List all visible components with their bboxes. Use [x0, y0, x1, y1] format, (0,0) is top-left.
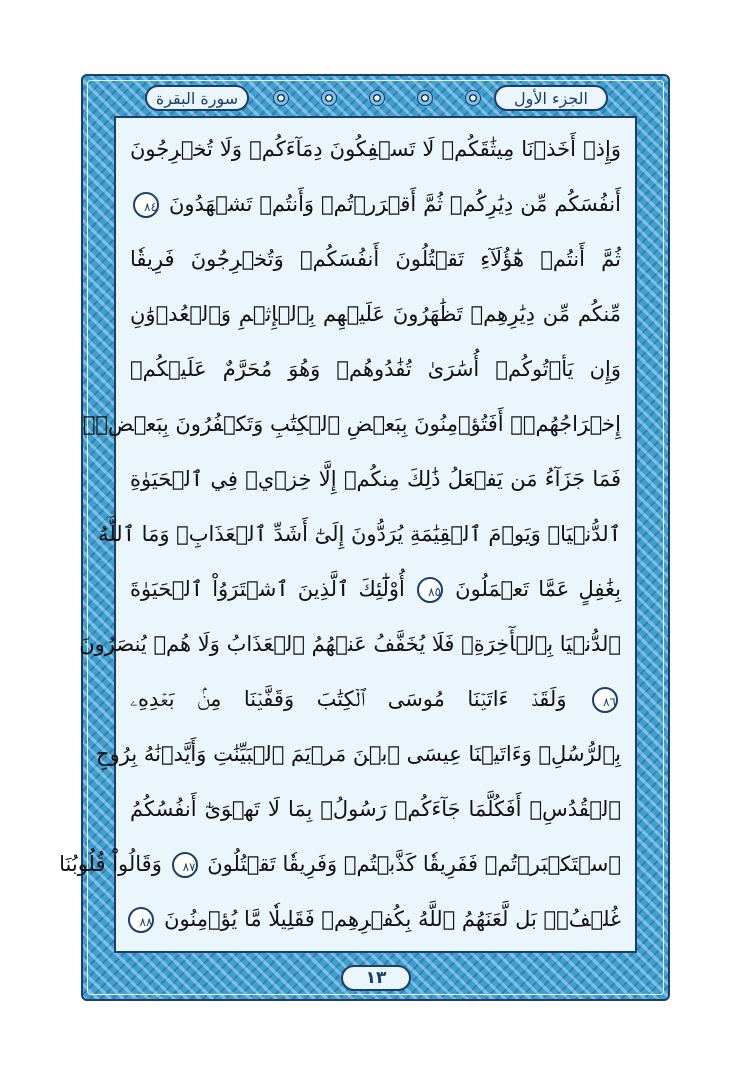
ayah-number-marker: ٨٦	[592, 687, 618, 713]
verse-text: إِخۡرَاجُهُمۡۚ أَفَتُؤۡمِنُونَ بِبَعۡضِ ٱلۡكِتَٰبِ وَتَكۡفُرُونَ بِبَعۡضٖۚ	[82, 412, 621, 436]
verse-line-2	[130, 179, 621, 229]
verse-text: وَإِن يَأۡتُوكُمۡ أُسَٰرَىٰ تُفَٰدُوهُمۡ وَهُوَ مُحَرَّمٌ عَلَيۡكُمۡ	[130, 357, 621, 381]
verse-line-15	[130, 894, 621, 944]
verse-text: ٱلدُّنۡيَاۖ وَيَوۡمَ ٱلۡقِيَٰمَةِ يُرَدُّونَ إِلَىٰٓ أَشَدِّ ٱلۡعَذَابِۗ وَمَا ٱللَّهُ	[98, 522, 621, 546]
verse-line-1	[130, 124, 621, 174]
verse-text: وَقَالُواْ قُلُوبُنَا	[59, 852, 162, 876]
page-number-text: ١٣	[365, 968, 387, 988]
verse-text: ٱلدُّنۡيَا بِٱلۡأٓخِرَةِۖ فَلَا يُخَفَّفُ عَنۡهُمُ ٱلۡعَذَابُ وَلَا هُمۡ يُنصَرُونَ	[79, 632, 621, 656]
verse-text: وَإِذۡ أَخَذۡنَا مِيثَٰقَكُمۡ لَا تَسۡفِكُونَ دِمَآءَكُمۡ وَلَا تُخۡرِجُونَ	[130, 137, 621, 161]
juz-text: الجزء الأول	[513, 88, 588, 108]
verse-line-9	[130, 564, 621, 614]
flower-ornament-icon	[465, 90, 481, 106]
page-number-badge	[341, 965, 411, 991]
ayah-number-marker: ٨٧	[172, 852, 198, 878]
surah-name-label	[145, 85, 249, 111]
verse-line-11	[130, 674, 621, 724]
verse-text: وَلَقَدۡ ءَاتَيۡنَا مُوسَى ٱلۡكِتَٰبَ وَقَفَّيۡنَا مِنۢ بَعۡدِهِۦ	[130, 687, 567, 711]
verse-line-6	[82, 399, 621, 449]
header-ornament	[273, 86, 481, 110]
flower-ornament-icon	[321, 90, 337, 106]
verse-line-12	[96, 729, 621, 779]
verse-text: ٱسۡتَكۡبَرۡتُمۡ فَفَرِيقٗا كَذَّبۡتُمۡ وَفَرِيقٗا تَقۡتُلُونَ	[207, 852, 621, 876]
surah-name-text: سورة البقرة	[155, 88, 239, 108]
flower-ornament-icon	[369, 90, 385, 106]
verse-line-4	[130, 289, 621, 339]
verse-text: ثُمَّ أَنتُمۡ هَٰٓؤُلَآءِ تَقۡتُلُونَ أَنفُسَكُمۡ وَتُخۡرِجُونَ فَرِيقٗا	[130, 247, 621, 271]
flower-ornament-icon	[417, 90, 433, 106]
verse-line-7	[130, 454, 621, 504]
verse-text: بِٱلرُّسُلِۖ وَءَاتَيۡنَا عِيسَى ٱبۡنَ مَرۡيَمَ ٱلۡبَيِّنَٰتِ وَأَيَّدۡنَٰهُ بِرُوحِ	[96, 742, 621, 766]
verse-line-10	[79, 619, 621, 669]
ornamental-frame	[59, 74, 670, 1001]
verse-text: أَنفُسَكُم مِّن دِيَٰرِكُمۡ ثُمَّ أَقۡرَرۡتُمۡ وَأَنتُمۡ تَشۡهَدُونَ	[168, 192, 621, 216]
flower-ornament-icon	[273, 90, 289, 106]
verse-text: مِّنكُم مِّن دِيَٰرِهِمۡ تَظَٰهَرُونَ عَلَيۡهِم بِٱلۡإِثۡمِ وَٱلۡعُدۡوَٰنِ	[130, 302, 621, 326]
juz-label	[494, 85, 608, 111]
verse-text: ٱلۡقُدُسِۗ أَفَكُلَّمَا جَآءَكُمۡ رَسُولُۢ بِمَا لَا تَهۡوَىٰٓ أَنفُسُكُمُ	[130, 797, 621, 821]
verse-line-8	[98, 509, 621, 559]
quran-text-panel	[59, 116, 637, 953]
verse-text: أُوْلَٰٓئِكَ ٱلَّذِينَ ٱشۡتَرَوُاْ ٱلۡحَيَوٰةَ	[130, 577, 405, 601]
ayah-number-marker: ٨٤	[133, 192, 159, 218]
verse-line-5	[130, 344, 621, 394]
verse-text: غُلۡفُۢۚ بَل لَّعَنَهُمُ ٱللَّهُ بِكُفۡرِهِمۡ فَقَلِيلٗا مَّا يُؤۡمِنُونَ	[164, 907, 621, 931]
verse-line-14	[59, 839, 621, 889]
ayah-number-marker: ٨٨	[128, 907, 154, 933]
verse-text: بِغَٰفِلٍ عَمَّا تَعۡمَلُونَ	[455, 577, 621, 601]
ayah-number-marker: ٨٥	[417, 577, 443, 603]
verse-line-3	[130, 234, 621, 284]
verse-text: فَمَا جَزَآءُ مَن يَفۡعَلُ ذَٰلِكَ مِنكُمۡ إِلَّا خِزۡيٞ فِي ٱلۡحَيَوٰةِ	[130, 467, 621, 491]
verse-line-13	[130, 784, 621, 834]
